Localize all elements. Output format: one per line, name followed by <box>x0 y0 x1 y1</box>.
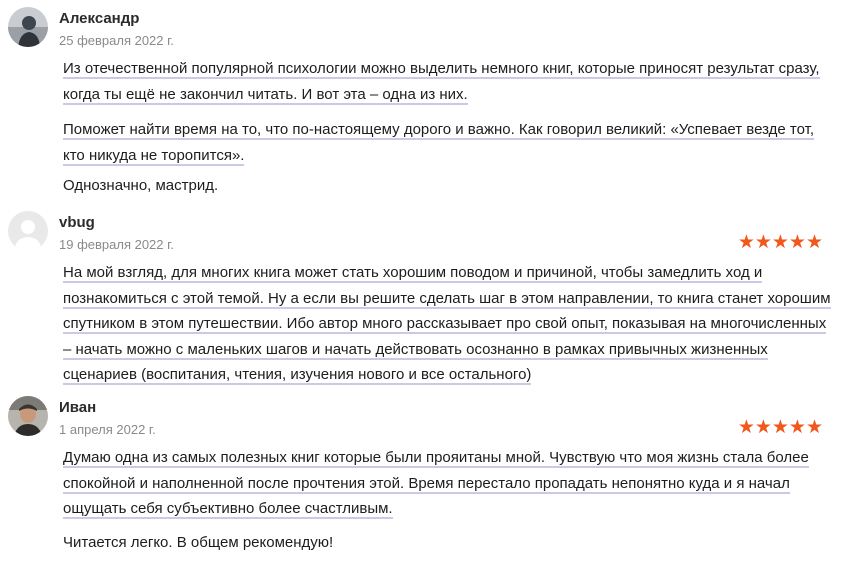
review-text: Читается легко. В общем рекомендую! <box>63 534 334 551</box>
rating-stars: ★★★★★ <box>737 417 823 438</box>
review-text: Думаю одна из самых полезных книг которые были прояитаны мной. Чувствую что моя жизнь стала более спокойной и наполненной после прочтения этой. Время перестало пропадать непонятно куда и я начал ощущать себя субъективно более счастливым. <box>63 449 809 517</box>
review-date: 19 февраля 2022 г. <box>59 237 174 252</box>
review-author[interactable]: Иван <box>59 399 97 416</box>
avatar[interactable] <box>8 211 48 251</box>
review-text: Однозначно, мастрид. <box>63 177 219 194</box>
avatar[interactable] <box>8 396 48 436</box>
review-text: Из отечественной популярной психологии можно выделить немного книг, которые приносят результат сразу, когда ты ещё не закончил читать. И вот эта – одна из них. <box>63 60 820 103</box>
rating-stars: ★★★★★ <box>737 232 823 253</box>
review-text: На мой взгляд, для многих книга может стать хорошим поводом и причиной, чтобы замедлить ход и познакомиться с этой темой. Ну а если вы решите сделать шаг в этом направлении, то книга станет хорошим спутником в этом путешествии. Ибо автор много рассказывает про свой опыт, показывая на многочисленных – начать можно с маленьких шагов и начать действовать осознанно в рамках привычных жизненных сценариев (воспитания, чтения, изучения нового и все остального) <box>63 264 831 383</box>
review-author[interactable]: vbug <box>59 214 95 231</box>
review-author[interactable]: Александр <box>59 10 140 27</box>
review-date: 1 апреля 2022 г. <box>59 422 156 437</box>
review-text: Поможет найти время на то, что по-настоящему дорого и важно. Как говорил великий: «Успевает везде тот, кто никуда не торопится». <box>63 121 815 164</box>
avatar[interactable] <box>8 7 48 47</box>
review-date: 25 февраля 2022 г. <box>59 33 174 48</box>
